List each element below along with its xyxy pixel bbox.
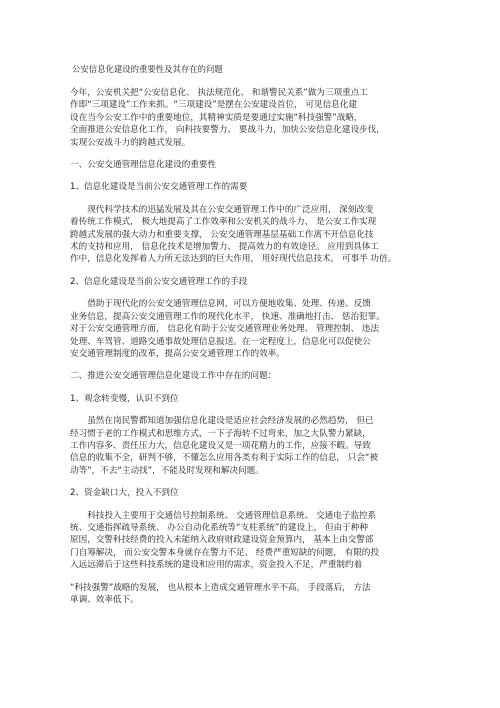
paragraph bbox=[70, 298, 430, 360]
paragraph bbox=[70, 415, 430, 477]
paragraph-line: 作中，信息化发挥着人力所无法达到的巨大作用， 用好现代信息技术， 可事半 功倍。 bbox=[70, 254, 397, 265]
paragraph-line: 现代科学技术的迅猛发展及其在公安交通管理工作中的广泛应用， 深刻改变 bbox=[70, 204, 374, 215]
paragraph-line: 安交通管理制度的改革，提高公安交通管理工作的效率。 bbox=[70, 348, 285, 359]
paragraph-line: 入远远滞后于这些科技系统的建设和应用的需求，资金投入不足，严重制约着 bbox=[70, 560, 363, 571]
paragraph-line: 术的支持和应用， 信息化技术是增加警力、 提高效力的有效途径。 应用到具体工 bbox=[70, 242, 379, 253]
paragraph-line: 着传统工作模式， 极大地提高了工作效率和公安机关的战斗力， 是公安工作实现 bbox=[70, 217, 377, 228]
paragraph bbox=[70, 510, 430, 572]
paragraph-line: 科技投入主要用于交通信号控制系统、 交通管理信息系统、 交通电子监控系 bbox=[70, 510, 377, 521]
section-heading: 2、信息化建设是当前公安交通管理工作的手段 bbox=[70, 276, 248, 287]
paragraph-line: 实现公安战斗力的跨越式发展。 bbox=[70, 137, 191, 148]
paragraph-line: 动等”，不去“主动找”，不能及时发现和解决问题。 bbox=[70, 465, 264, 476]
section-heading: 二、推进公安交通管理信息化建设工作中存在的问题： bbox=[70, 371, 277, 382]
paragraph bbox=[70, 204, 430, 266]
document-title: 公安信息化建设的重要性及其存在的问题 bbox=[72, 64, 223, 74]
paragraph-line: 信息的收集不全，研判不够，不懂怎么应用各类有利于实际工作的信息， 只会“被 bbox=[70, 453, 378, 464]
document-body bbox=[70, 87, 430, 606]
paragraph bbox=[70, 582, 430, 607]
paragraph-line: 门自筹解决， 而公安交警本身就存在警力不足、 经费严重短缺的问题， 有限的投 bbox=[70, 547, 379, 558]
paragraph-line: 今年，公安机关把“公安信息化、 执法规范化、 和谐警民关系”做为三项重点工 bbox=[70, 88, 368, 98]
paragraph-line: 作即“三项建设”工作来抓。“三项建设”是摆在公安建设首位， 可见信息化建 bbox=[70, 100, 357, 111]
paragraph-line: 统、交通指挥疏导系统、 办公自动化系统等“支柱系统”的建设上， 但由于种种 bbox=[70, 522, 368, 533]
section-heading: 1、观念转变慢，认识不到位 bbox=[70, 393, 179, 404]
section-heading: 2、资金缺口大，投入不到位 bbox=[70, 488, 179, 499]
section-heading: 1、信息化建设是当前公安交通管理工作的需要 bbox=[70, 182, 248, 193]
paragraph-line: 虽然在岗民警都知道加强信息化建设是适应社会经济发展的必然趋势， 但已 bbox=[70, 416, 374, 427]
paragraph-line: 经习惯于老的工作模式和思维方式，一下子海转不过弯来，加之大队警力紧缺， bbox=[70, 428, 371, 439]
section-heading: 一、公安交通管理信息化建设的重要性 bbox=[70, 160, 217, 171]
paragraph bbox=[70, 87, 430, 149]
paragraph-line: 业务信息，提高公安交通管理工作的现代化水平， 快速、准确地打击、 惩治犯罪。 bbox=[70, 311, 385, 322]
paragraph-line: 处理、车驾管、道路交通事故处理信息报送。在一定程度上，信息化可以促使公 bbox=[70, 336, 371, 347]
paragraph-line: 跨越式发展的强大动力和重要支撑， 公安交通管理基层基础工作离不开信息化技 bbox=[70, 229, 374, 240]
paragraph-line: 设在当今公安工作中的重要地位，其精神实质是要通过实施“科技强警”战略， bbox=[70, 112, 363, 123]
paragraph-line: 对于公安交通管理方面， 信息化有助于公安交通管理业务处理、 管理控制、 违法 bbox=[70, 324, 379, 335]
paragraph-line: 单调、效率低下。 bbox=[70, 595, 139, 605]
paragraph-line: 借助于现代化的公安交通管理信息网，可以方便地收集、处理、传递、反馈 bbox=[70, 299, 371, 310]
paragraph-line: 原因，交警科技经费的投入未能纳入政府财政建设资金预算内， 基本上由交警部 bbox=[70, 535, 374, 546]
paragraph-line: “科技强警”战略的发展， 也从根本上造成交通管理水平不高， 手段落后， 方法 bbox=[70, 582, 371, 593]
paragraph-line: 全面推进公安信息化工作， 向科技要警力、 要战斗力，加快公安信息化建设步伐， bbox=[70, 125, 385, 136]
paragraph-line: 工作内容多、责任压力大，信息化建设又是一项花精力的工作，应接不暇。导致 bbox=[70, 440, 371, 451]
